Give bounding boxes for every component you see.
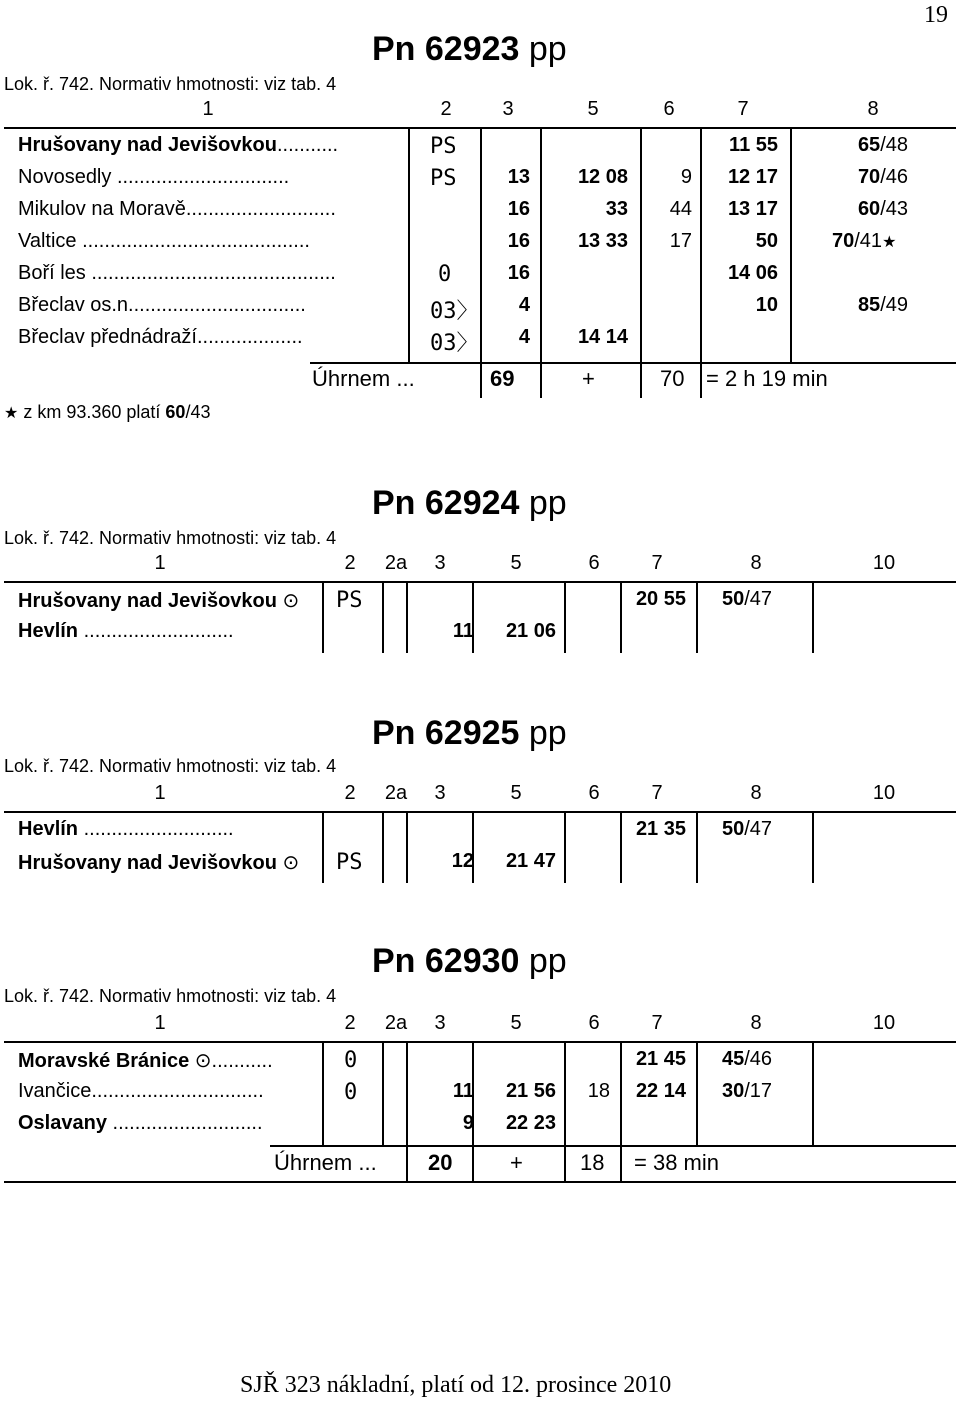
train-suffix: pp xyxy=(519,484,567,522)
train-suffix: pp xyxy=(519,714,567,752)
col-header: 3 xyxy=(434,782,446,804)
footer-text: SJŘ 323 nákladní, platí od 12. prosince 2010 xyxy=(240,1372,672,1398)
total-duration: = 38 min xyxy=(634,1150,719,1175)
col-header: 1 xyxy=(154,782,166,804)
table-row xyxy=(18,294,956,326)
arrival-time: 12 08 xyxy=(577,166,628,188)
col-header: 2a xyxy=(384,552,408,574)
departure-time: 21 45 xyxy=(635,1048,686,1070)
station-name: Oslavany ........................... xyxy=(18,1112,263,1134)
col-header: 10 xyxy=(872,552,896,574)
divider xyxy=(270,1145,956,1147)
col-header: 2a xyxy=(384,1012,408,1034)
total-stop: 18 xyxy=(580,1150,605,1175)
speed-value: 60/43 xyxy=(857,198,908,220)
col-header: 2 xyxy=(344,1012,356,1034)
station-name: Boří les ............................................ xyxy=(18,262,336,284)
arrival-time: 13 33 xyxy=(577,230,628,252)
station-name: Hevlín ........................... xyxy=(18,818,234,840)
table-row xyxy=(18,1080,956,1112)
arrival-time: 21 56 xyxy=(505,1080,556,1102)
star-icon: ★ xyxy=(4,405,19,422)
col-header: 8 xyxy=(750,552,762,574)
col-header: 1 xyxy=(154,552,166,574)
col-header: 8 xyxy=(867,98,879,120)
col-header: 7 xyxy=(651,782,663,804)
total-plus: + xyxy=(582,366,595,391)
col-header: 6 xyxy=(588,552,600,574)
col-header: 2 xyxy=(344,782,356,804)
departure-time: 11 55 xyxy=(729,134,778,156)
arrival-time: 22 23 xyxy=(505,1112,556,1134)
loco-norm-info: Lok. ř. 742. Normativ hmotnosti: viz tab. 4 xyxy=(4,756,337,776)
table-row xyxy=(18,262,956,294)
page-number: 19 xyxy=(924,2,948,28)
run-time: 9 xyxy=(462,1112,474,1134)
train-title-62924 xyxy=(372,484,567,523)
station-code: 03〉 xyxy=(430,331,479,356)
table-row xyxy=(18,1048,956,1080)
table-row xyxy=(18,198,956,230)
stop-time: 17 xyxy=(669,230,692,252)
total-plus: + xyxy=(510,1150,523,1175)
table-row xyxy=(18,1112,956,1144)
train-title-62923 xyxy=(372,30,567,69)
departure-time: 10 xyxy=(755,294,778,316)
total-label: Úhrnem ... xyxy=(274,1150,377,1175)
table-header xyxy=(0,552,960,578)
col-header: 5 xyxy=(587,98,599,120)
speed-value: 65/48 xyxy=(857,134,908,156)
station-code: 0 xyxy=(344,1080,358,1105)
train-title-62925 xyxy=(372,714,567,753)
station-code: PS xyxy=(336,588,363,613)
table-row xyxy=(18,230,956,262)
table-header xyxy=(0,782,960,808)
run-time: 11 xyxy=(452,620,474,642)
table-row xyxy=(18,818,956,850)
run-time: 16 xyxy=(507,230,530,252)
total-run: 20 xyxy=(428,1150,453,1175)
station-code: 03〉 xyxy=(430,299,479,324)
star-icon: ★ xyxy=(882,234,897,251)
col-header: 1 xyxy=(202,98,214,120)
station-name: Valtice ......................................... xyxy=(18,230,310,252)
total-row xyxy=(0,1150,960,1180)
table-row xyxy=(18,850,956,882)
run-time: 16 xyxy=(507,198,530,220)
station-name: Novosedly ............................... xyxy=(18,166,290,188)
total-stop: 70 xyxy=(660,366,685,391)
col-header: 5 xyxy=(510,782,522,804)
col-header: 7 xyxy=(651,552,663,574)
departure-time: 50 xyxy=(755,230,778,252)
col-header: 7 xyxy=(737,98,749,120)
total-run: 69 xyxy=(490,366,515,391)
table-row xyxy=(18,134,956,166)
station-name: Ivančice............................... xyxy=(18,1080,264,1102)
terminus-icon: ⊙ xyxy=(282,590,300,612)
stop-time: 9 xyxy=(680,166,692,188)
col-header: 2 xyxy=(344,552,356,574)
loco-norm-info: Lok. ř. 742. Normativ hmotnosti: viz tab. 4 xyxy=(4,528,337,548)
departure-time: 14 06 xyxy=(727,262,778,284)
station-code: 0 xyxy=(344,1048,358,1073)
departure-time: 20 55 xyxy=(635,588,686,610)
arrival-time: 33 xyxy=(605,198,628,220)
run-time: 4 xyxy=(518,294,530,316)
arrival-time: 21 06 xyxy=(505,620,556,642)
col-header: 6 xyxy=(588,1012,600,1034)
station-name: Moravské Bránice ⊙........... xyxy=(18,1050,273,1072)
col-header: 3 xyxy=(502,98,514,120)
table-header xyxy=(0,98,960,124)
col-header: 5 xyxy=(510,1012,522,1034)
speed-value: 50/47 xyxy=(722,588,773,610)
col-header: 3 xyxy=(434,552,446,574)
run-time: 16 xyxy=(507,262,530,284)
speed-value: 85/49 xyxy=(857,294,908,316)
station-name: Břeclav přednádraží................... xyxy=(18,326,303,348)
col-header: 10 xyxy=(872,782,896,804)
col-header: 2 xyxy=(440,98,452,120)
station-name: Břeclav os.n................................ xyxy=(18,294,306,316)
table-row xyxy=(18,588,956,620)
col-header: 5 xyxy=(510,552,522,574)
station-name: Hrušovany nad Jevišovkou........... xyxy=(18,134,339,156)
station-name: Hevlín ........................... xyxy=(18,620,234,642)
table-header xyxy=(0,1012,960,1038)
arrival-time: 21 47 xyxy=(505,850,556,872)
train-number: Pn 62925 xyxy=(372,714,520,752)
table-row xyxy=(18,166,956,198)
total-label: Úhrnem ... xyxy=(312,366,415,391)
table-row xyxy=(18,326,956,358)
col-header: 2a xyxy=(384,782,408,804)
run-time: 13 xyxy=(507,166,530,188)
speed-value: 45/46 xyxy=(722,1048,773,1070)
divider xyxy=(310,362,956,364)
speed-value: 50/47 xyxy=(722,818,773,840)
run-time: 12 xyxy=(451,850,474,872)
station-code: 0 xyxy=(438,262,452,287)
speed-value: 70/41★ xyxy=(832,230,897,252)
col-header: 10 xyxy=(872,1012,896,1034)
station-code: PS xyxy=(430,166,457,191)
station-name: Mikulov na Moravě........................... xyxy=(18,198,336,220)
departure-time: 12 17 xyxy=(727,166,778,188)
col-header: 6 xyxy=(663,98,675,120)
col-header: 8 xyxy=(750,1012,762,1034)
terminus-icon: ⊙........... xyxy=(194,1050,273,1072)
station-code: PS xyxy=(336,850,363,875)
departure-time: 22 14 xyxy=(635,1080,686,1102)
run-time: 4 xyxy=(518,326,530,348)
speed-value: 30/17 xyxy=(722,1080,773,1102)
station-name: Hrušovany nad Jevišovkou ⊙ xyxy=(18,590,300,612)
terminus-icon: ⊙ xyxy=(282,852,300,874)
col-header: 6 xyxy=(588,782,600,804)
total-duration: = 2 h 19 min xyxy=(706,366,828,391)
train-number: Pn 62923 xyxy=(372,30,520,68)
train-suffix: pp xyxy=(519,942,567,980)
divider xyxy=(4,1181,956,1183)
col-header: 1 xyxy=(154,1012,166,1034)
departure-time: 13 17 xyxy=(727,198,778,220)
loco-norm-info: Lok. ř. 742. Normativ hmotnosti: viz tab. 4 xyxy=(4,74,337,94)
stop-time: 18 xyxy=(587,1080,610,1102)
train-title-62930 xyxy=(372,942,567,981)
arrival-time: 14 14 xyxy=(577,326,628,348)
col-header: 8 xyxy=(750,782,762,804)
total-row xyxy=(0,366,960,396)
speed-value: 70/46 xyxy=(857,166,908,188)
stop-time: 44 xyxy=(669,198,692,220)
col-header: 3 xyxy=(434,1012,446,1034)
table-row xyxy=(18,620,956,652)
station-code: PS xyxy=(430,134,457,159)
loco-norm-info: Lok. ř. 742. Normativ hmotnosti: viz tab. 4 xyxy=(4,986,337,1006)
departure-time: 21 35 xyxy=(635,818,686,840)
station-name: Hrušovany nad Jevišovkou ⊙ xyxy=(18,852,300,874)
col-header: 7 xyxy=(651,1012,663,1034)
train-suffix: pp xyxy=(519,30,567,68)
run-time: 11 xyxy=(452,1080,474,1102)
train-number: Pn 62930 xyxy=(372,942,520,980)
train-number: Pn 62924 xyxy=(372,484,520,522)
footnote: ★ z km 93.360 platí 60/43 xyxy=(4,402,211,422)
